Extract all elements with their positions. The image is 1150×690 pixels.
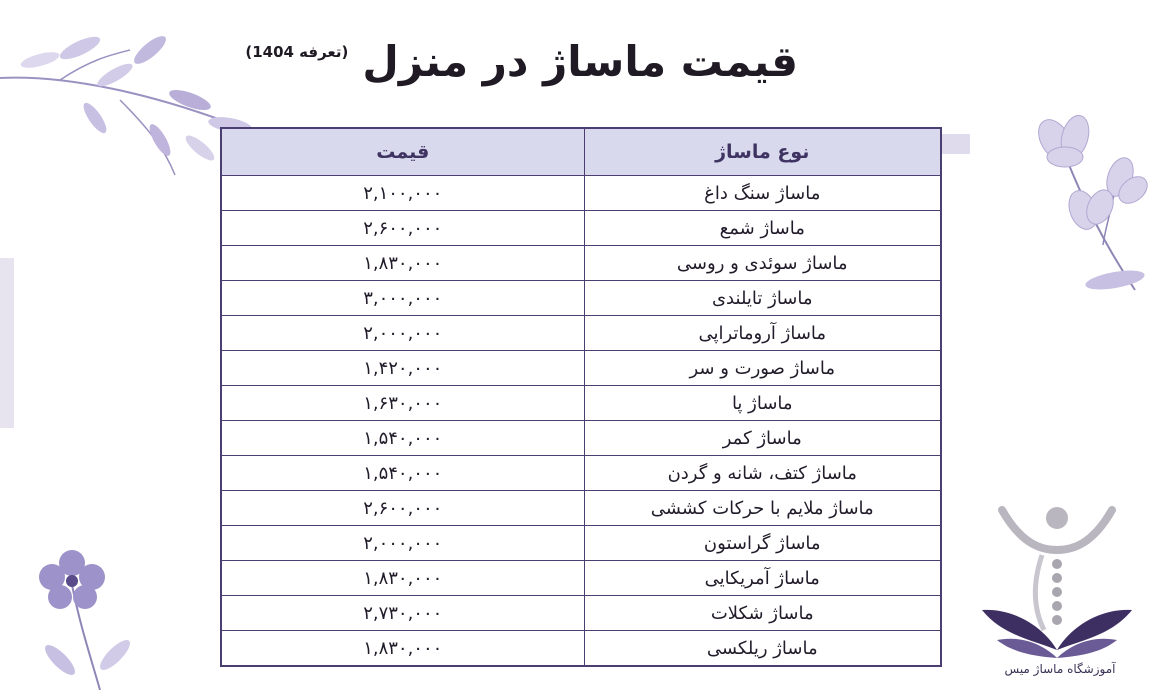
massage-type-cell: ماساژ ملایم با حرکات کششی [584,491,941,526]
table-row [221,561,941,596]
price-cell: ۲,۱۰۰,۰۰۰ [221,176,584,211]
massage-type-cell: ماساژ پا [584,386,941,421]
price-cell: ۱,۶۳۰,۰۰۰ [221,386,584,421]
price-cell: ۳,۰۰۰,۰۰۰ [221,281,584,316]
price-cell: ۱,۸۳۰,۰۰۰ [221,561,584,596]
massage-type-cell: ماساژ کمر [584,421,941,456]
massage-type-cell: ماساژ تایلندی [584,281,941,316]
left-decor-strip [0,258,14,428]
price-cell: ۲,۰۰۰,۰۰۰ [221,526,584,561]
massage-type-cell: ماساژ آروماتراپی [584,316,941,351]
page-subtitle: (تعرفه 1404) [245,43,349,61]
table-row [221,386,941,421]
table-row [221,456,941,491]
table-row [221,281,941,316]
massage-type-cell: ماساژ ریلکسی [584,631,941,667]
massage-type-cell: ماساژ شکلات [584,596,941,631]
lotus-figure-icon [972,490,1142,685]
table-row [221,316,941,351]
massage-type-cell: ماساژ سوئدی و روسی [584,246,941,281]
price-cell: ۱,۴۲۰,۰۰۰ [221,351,584,386]
table-row [221,246,941,281]
massage-type-cell: ماساژ صورت و سر [584,351,941,386]
table-row [221,176,941,211]
massage-type-cell: ماساژ شمع [584,211,941,246]
price-cell: ۲,۶۰۰,۰۰۰ [221,211,584,246]
page-title: قیمت ماساژ در منزل [362,36,798,86]
title-block [238,26,798,96]
table-row [221,491,941,526]
massage-type-cell: ماساژ سنگ داغ [584,176,941,211]
massage-type-cell: ماساژ آمریکایی [584,561,941,596]
table-row [221,631,941,667]
table-row [221,596,941,631]
column-header-name: نوع ماساژ [584,128,941,176]
price-cell: ۲,۰۰۰,۰۰۰ [221,316,584,351]
price-cell: ۲,۶۰۰,۰۰۰ [221,491,584,526]
table-row [221,421,941,456]
massage-type-cell: ماساژ کتف، شانه و گردن [584,456,941,491]
massage-type-cell: ماساژ گراستون [584,526,941,561]
magnolia-flower-icon [1025,115,1150,305]
column-header-price: قیمت [221,128,584,176]
table-row [221,211,941,246]
price-cell: ۱,۸۳۰,۰۰۰ [221,631,584,667]
price-cell: ۱,۸۳۰,۰۰۰ [221,246,584,281]
brand-name: آموزشگاه ماساژ میس [1004,662,1116,676]
price-cell: ۱,۵۴۰,۰۰۰ [221,421,584,456]
violet-flower-icon [30,545,140,690]
price-cell: ۱,۵۴۰,۰۰۰ [221,456,584,491]
table-row [221,351,941,386]
table-row [221,526,941,561]
table-header-row [221,128,941,176]
price-cell: ۲,۷۳۰,۰۰۰ [221,596,584,631]
price-table [220,127,942,667]
